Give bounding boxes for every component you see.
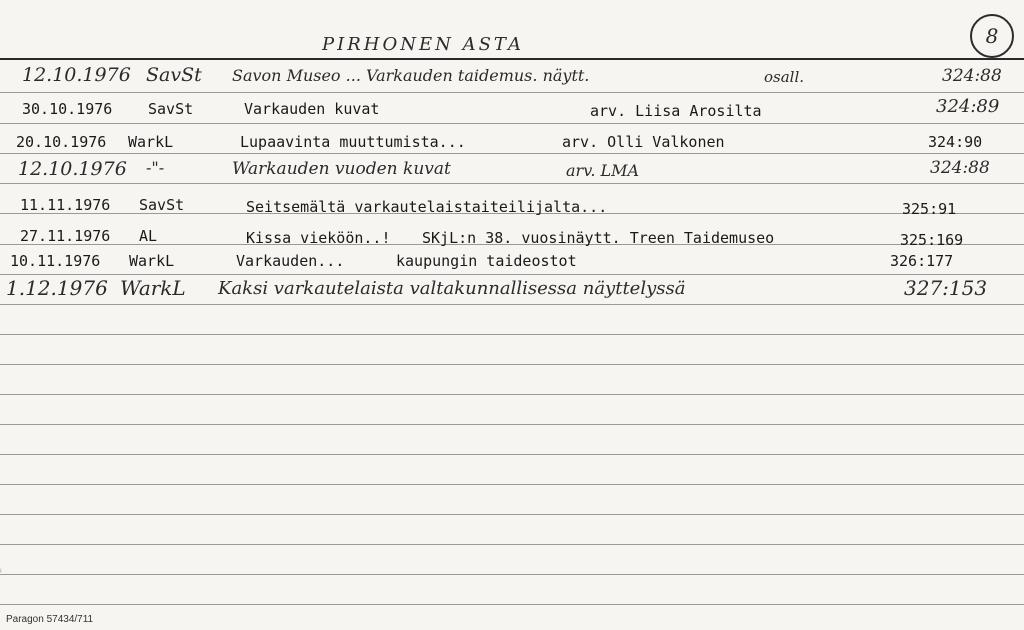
- entry-date: 12.10.1976: [22, 64, 131, 86]
- rule-line: [0, 183, 1024, 184]
- entry-ref: 324:90: [928, 133, 983, 151]
- card-title: PIRHONEN ASTA: [322, 34, 524, 55]
- rule-line: [0, 274, 1024, 275]
- entry-title: Kaksi varkautelaista valtakunnallisessa näyttelyssä: [218, 278, 686, 299]
- rule-line: [0, 604, 1024, 605]
- entry-source: SavSt: [148, 100, 194, 118]
- entry-source: AL: [139, 227, 158, 245]
- entry-title: Savon Museo ... Varkauden taidemus. näytt.: [232, 66, 590, 85]
- entry-date: 27.11.1976: [20, 227, 111, 245]
- entry-ref: 324:88: [930, 158, 990, 178]
- entry-date: 30.10.1976: [22, 100, 113, 118]
- rule-line: [0, 514, 1024, 515]
- entry-source: SavSt: [146, 64, 202, 86]
- entry-ref: 325:169: [900, 231, 964, 249]
- entry-title: Lupaavinta muuttumista...: [240, 133, 466, 151]
- card-number: 8: [970, 14, 1014, 58]
- header-rule: [0, 58, 1024, 60]
- entry-date: 20.10.1976: [16, 133, 107, 151]
- entry-source: WarkL: [120, 276, 186, 300]
- rule-line: [0, 544, 1024, 545]
- rule-line: [0, 454, 1024, 455]
- rule-line: [0, 394, 1024, 395]
- rule-line: [0, 364, 1024, 365]
- entry-source: WarkL: [129, 252, 175, 270]
- rule-line: [0, 153, 1024, 154]
- entry-source: SavSt: [139, 196, 185, 214]
- entry-note: arv. Olli Valkonen: [562, 133, 725, 151]
- margin-mark: ⁱ: [0, 568, 2, 579]
- entry-ref: 326:177: [890, 252, 954, 270]
- entry-title: Kissa vieköön..!: [246, 229, 391, 247]
- entry-source: WarkL: [128, 133, 174, 151]
- entry-date: 1.12.1976: [6, 276, 108, 300]
- rule-line: [0, 123, 1024, 124]
- entry-title: Warkauden vuoden kuvat: [232, 159, 451, 179]
- rule-line: [0, 574, 1024, 575]
- entry-note: SKjL:n 38. vuosinäytt. Treen Taidemuseo: [422, 229, 775, 247]
- entry-title: Seitsemältä varkautelaistaiteilijalta...: [246, 198, 608, 216]
- entry-date: 11.11.1976: [20, 196, 111, 214]
- entry-date: 12.10.1976: [18, 158, 127, 180]
- rule-line: [0, 334, 1024, 335]
- entry-title: Varkauden...: [236, 252, 345, 270]
- entry-note: kaupungin taideostot: [396, 252, 577, 270]
- printer-imprint: Paragon 57434/711: [6, 614, 94, 625]
- entry-ref: 324:88: [942, 66, 1002, 86]
- entry-ref: 325:91: [902, 200, 957, 218]
- entry-note: osall.: [764, 68, 805, 86]
- rule-line: [0, 92, 1024, 93]
- entry-ref: 327:153: [904, 276, 988, 300]
- entry-source: -"-: [146, 158, 165, 177]
- entry-ref: 324:89: [936, 96, 1000, 117]
- rule-line: [0, 424, 1024, 425]
- entry-note: arv. Liisa Arosilta: [590, 102, 762, 120]
- rule-line: [0, 484, 1024, 485]
- entry-note: arv. LMA: [566, 161, 640, 180]
- rule-line: [0, 304, 1024, 305]
- entry-date: 10.11.1976: [10, 252, 101, 270]
- entry-title: Varkauden kuvat: [244, 100, 380, 118]
